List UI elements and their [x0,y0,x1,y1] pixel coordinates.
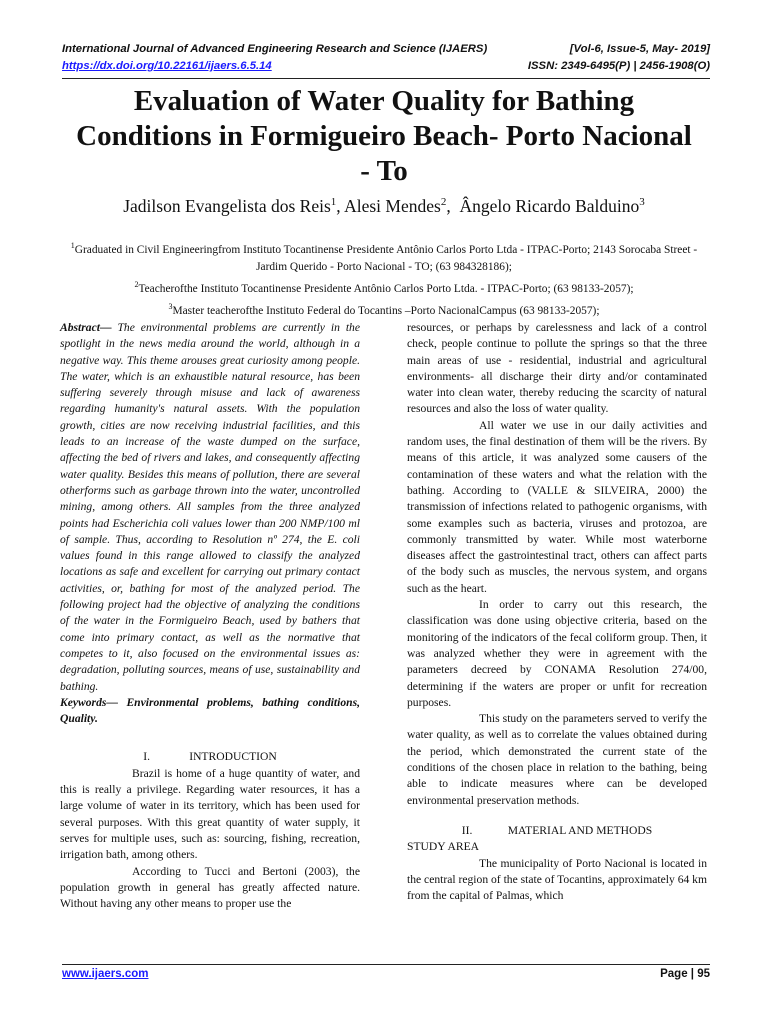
journal-website-link[interactable]: www.ijaers.com [62,968,149,980]
paragraph: This study on the parameters served to verify the water quality, as well as to correlate the values obtained during the period, which demonstrated the current state of the conditions of the chosen place in relation to the bathing, being able to indicate measures where can be developed environmental preservation methods. [407,712,707,807]
affiliation-marker: 2 [134,279,139,289]
section-number: II. [461,823,473,837]
affiliation-text: Master teacherofthe Instituto Federal do Tocantins –Porto NacionalCampus (63 98133-2057); [172,304,600,317]
author-separator: , [336,196,345,216]
left-column [60,320,360,912]
page-number: Page | 95 [660,968,710,980]
paragraph: According to Tucci and Bertoni (2003), the population growth in general has greatly affected nature. Without having any other means to proper use the [60,864,360,911]
affiliation-text: Teacherofthe Instituto Tocantinense Presidente Antônio Carlos Porto Ltda. - ITPAC-Porto; (63 98133-2057); [138,282,634,295]
affiliation-line [60,276,708,298]
affiliation-text: Graduated in Civil Engineeringfrom Instituto Tocantinense Presidente Antônio Carlos Porto Ltda - ITPAC-Porto; 2143 Sorocaba Street - Jardim Querido - Porto Nacional - TO; (63 984328186); [74,243,698,273]
issue-info: [Vol-6, Issue-5, May- 2019] [569,43,710,55]
author-affiliation-marker: 3 [639,196,645,209]
abstract-label: Abstract— [60,321,112,334]
section-title: INTRODUCTION [189,750,277,764]
author-affiliation-marker: 1 [330,196,337,209]
issn: ISSN: 2349-6495(P) | 2456-1908(O) [527,60,710,72]
affiliation-line [60,237,708,276]
affiliation-line [60,298,708,320]
paragraph: The municipality of Porto Nacional is located in the central region of the state of Tocantins, approximately 64 km from the capital of Palmas, which [407,856,707,903]
author-separator: , [446,196,460,216]
affiliations [60,237,708,319]
abstract-text: The environmental problems are currently in the spotlight in the news media around the world, although in a negative way. This theme arouses great curiosity among people. The water, which is an exhaustible natural resource, has been suffering severely through misuse and lack of awareness regarding humanity's natural assets. With the population growth, cities are now receiving industrial facilities, and this leads to an increase of the waste dumped on the surface, affecting the bed of rivers and lakes, and consequently affecting water quality. Besides this means of pollution, there are several otherforms such as garbage thrown into the water, uncontrolled mining, among others. All samples from the three analyzed points had Escherichia coli values lower than 200 NMP/100 ml of sample. Thus, according to Resolution nº 274, the E. coli values found in this range allowed to classify the analyzed locations as safe and excellent for carrying out primary contact activities, or, bathing for most of the analyzed period. The following project had the objective of analyzing the conditions of the water in the Formigueiro Beach, used by bathers that come into primary contact, as well as the normative that competes to it, also focused on the environmental issues as: degradation, polluting sources, means of use, sustainability and bathing. [60,321,360,693]
page-footer [62,968,710,980]
doi-link[interactable]: https://dx.doi.org/10.22161/ijaers.6.5.14 [62,60,272,72]
section-title: MATERIAL AND METHODS [507,823,653,837]
subsection-heading: STUDY AREA [407,840,480,854]
journal-name: International Journal of Advanced Engineering Research and Science (IJAERS) [62,43,488,55]
author-name: Ângelo Ricardo Balduino [459,196,640,216]
abstract [60,320,360,695]
affiliation-marker: 3 [168,301,173,311]
author-name: Alesi Mendes [344,196,441,216]
right-column [407,320,707,904]
journal-subheader [62,60,710,72]
author-name: Jadilson Evangelista dos Reis [123,196,331,216]
section-heading-methods [407,823,707,839]
paper-title: Evaluation of Water Quality for Bathing Conditions in Formigueiro Beach- Porto Nacional - To [76,85,692,187]
journal-header [62,43,710,55]
paragraph: In order to carry out this research, the classification was done using objective criteria, based on the monitoring of the indicators of the fecal coliform group. Then, it was analyzed whether they were in agreement with the parameters decreed by CONAMA Resolution 274/00, determining if the waters are proper or unfit for recreation purposes. [407,598,707,709]
affiliation-marker: 1 [70,241,75,250]
author-affiliation-marker: 2 [440,196,447,209]
footer-divider [62,964,710,965]
paragraph: All water we use in our daily activities and random uses, the final destination of them will be the rivers. By means of this article, it was analyzed some causers of the contamination of these waters and what the relation with the bathing. According to (VALLE & SILVEIRA, 2000) the transmission of infections related to pathogenic organisms, with some examples such as bacteria, viruses and protozoa, are commonly transmitted by water. While most waterborne diseases affect the gastrointestinal tract, others can affect parts of the body such as muscles, the nervous system, and organs such as the heart. [407,418,707,595]
paragraph: Brazil is home of a huge quantity of water, and this is really a privilege. Regarding water resources, it has a large volume of water in its territory, which has been used for several purposes. With this great quantity of water supply, it serves for multiple uses, such as: sourcing, fishing, recreation, irrigation bath, among others. [60,766,360,862]
paragraph: resources, or perhaps by carelessness and lack of a control check, people continue to pollute the springs so that the three main areas of use - residential, industrial and agricultural environments- all discharge their dirty and/or contaminated water into clean water, thereby reducing the scarcity of natural resources and also the loss of water quality. [407,321,707,416]
header-divider [62,78,710,79]
section-number: I. [143,750,150,764]
section-heading-introduction [60,749,360,765]
author-list [40,196,728,217]
keywords: Keywords— Environmental problems, bathing conditions, Quality. [60,695,360,726]
